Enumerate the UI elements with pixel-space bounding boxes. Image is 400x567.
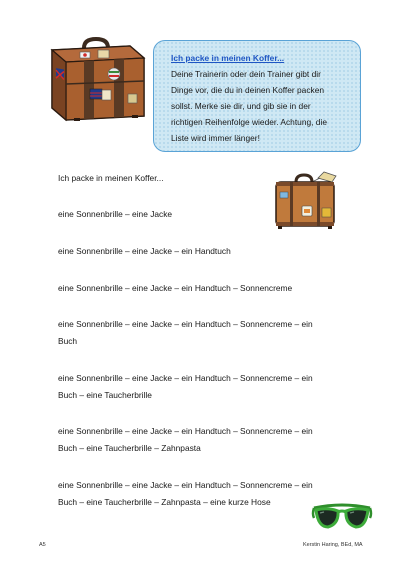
instruction-line: Deine Trainerin oder dein Trainer gibt dir <box>171 69 321 79</box>
list-item <box>58 423 358 457</box>
large-suitcase-icon <box>44 36 148 122</box>
instruction-line: sollst. Merke sie dir, und gib sie in der <box>171 101 311 111</box>
list-item-line: Buch – eine Taucherbrille – Zahnpasta – eine kurze Hose <box>58 497 271 507</box>
list-item-line: eine Sonnenbrille – eine Jacke – ein Handtuch – Sonnencreme – ein <box>58 426 313 436</box>
list-item <box>58 206 358 223</box>
sunglasses-icon <box>310 500 374 534</box>
list-item-line: eine Sonnenbrille – eine Jacke – ein Handtuch – Sonnencreme – ein <box>58 480 313 490</box>
list-item-line: eine Sonnenbrille – eine Jacke – ein Handtuch – Sonnencreme – ein <box>58 373 313 383</box>
list-item-line: Buch – eine Taucherbrille – Zahnpasta <box>58 443 201 453</box>
list-item-line: eine Sonnenbrille – eine Jacke – ein Handtuch – Sonnencreme <box>58 283 293 293</box>
list-item <box>58 370 358 404</box>
footer-page-label: A5 <box>39 542 46 548</box>
instruction-box <box>153 40 361 152</box>
list-item-line: eine Sonnenbrille – eine Jacke – ein Handtuch – Sonnencreme – ein <box>58 319 313 329</box>
instruction-line: Liste wird immer länger! <box>171 133 260 143</box>
list-item <box>58 280 358 297</box>
list-item-line: Buch <box>58 336 78 346</box>
instruction-line: richtigen Reihenfolge wieder. Achtung, die <box>171 117 327 127</box>
list-item-line: eine Sonnenbrille – eine Jacke <box>58 209 173 219</box>
footer-author: Kerstin Haring, BEd, MA <box>303 542 363 548</box>
intro-text: Ich packe in meinen Koffer... <box>58 173 164 183</box>
list-item-line: Buch – eine Taucherbrille <box>58 390 152 400</box>
instruction-title: Ich packe in meinen Koffer... <box>171 53 285 63</box>
list-item-line: eine Sonnenbrille – eine Jacke – ein Handtuch <box>58 246 231 256</box>
list-item <box>58 243 358 260</box>
list-item <box>58 316 358 350</box>
instruction-line: Dinge vor, die du in deinen Koffer packen <box>171 85 325 95</box>
